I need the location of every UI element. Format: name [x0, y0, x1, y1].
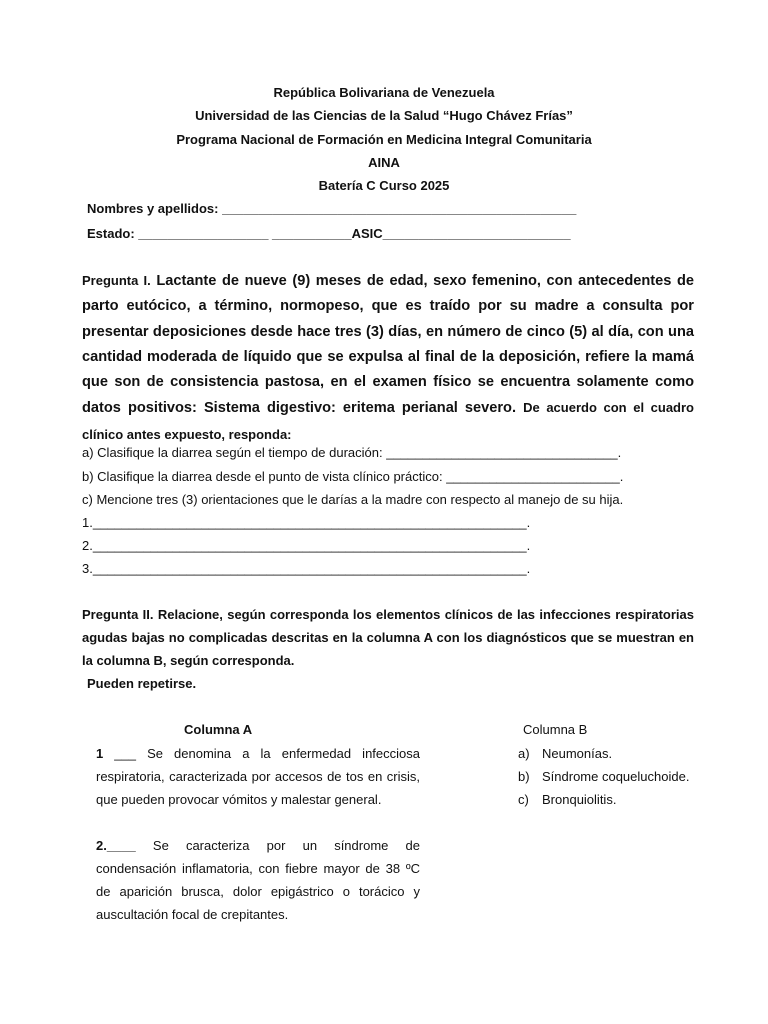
answer-line-3: 3.____________________________________________________________.: [82, 561, 531, 576]
column-b-title: Columna B: [523, 722, 588, 737]
column-a-item-1: [96, 742, 420, 811]
option-text: Síndrome coqueluchoide.: [542, 769, 690, 784]
item-text: Se caracteriza por un síndrome de condensación inflamatoria, con fiebre mayor de 38 ºC de aparición brusca, dolor epigástrico o torácico y auscultación focal de crepitantes.: [96, 838, 420, 922]
question-1b: b) Clasifique la diarrea desde el punto de vista clínico práctico: ________________________.: [82, 469, 624, 484]
question-1a: a) Clasifique la diarrea según el tiempo de duración: ________________________________.: [82, 445, 622, 460]
question-1c: c) Mencione tres (3) orientaciones que le darías a la madre con respecto al manejo de su hija.: [82, 492, 624, 507]
option-letter: b): [518, 769, 530, 784]
question-1-label: Pregunta I.: [82, 273, 151, 288]
option-letter: a): [518, 746, 530, 761]
header-subject: AINA: [368, 155, 400, 170]
answer-line-2: 2.____________________________________________________________.: [82, 538, 531, 553]
question-1-instruction: De acuerdo con el cuadro clínico antes expuesto, responda:: [82, 400, 694, 442]
column-a-title: Columna A: [184, 722, 253, 737]
column-b-option-c: [518, 792, 616, 808]
header-battery: Batería C Curso 2025: [318, 178, 450, 193]
question-2-statement: Pregunta II. Relacione, según corresponda los elementos clínicos de las infecciones respiratorias agudas bajas no complicadas descritas en la columna A con los diagnósticos que se muestran en la columna B, según corresponda.: [82, 607, 694, 668]
answer-line-1: 1.____________________________________________________________.: [82, 515, 531, 530]
names-field: Nombres y apellidos: _________________________________________________: [87, 201, 577, 216]
header-university: Universidad de las Ciencias de la Salud “Hugo Chávez Frías”: [195, 108, 573, 123]
question-1-case: Lactante de nueve (9) meses de edad, sexo femenino, con antecedentes de parto eutócico, a término, normopeso, que es traído por su madre a consulta por presentar deposiciones desde hace tres (3) días, en número de cinco (5) al día, con una cantidad moderada de líquido que se expulsa al final de la deposición, refiere la mamá que son de consistencia pastosa, en el examen físico se encuentra solamente como datos positivos: Sistema digestivo: eritema perianal severo.: [82, 273, 695, 417]
item-number: 1: [96, 746, 104, 761]
item-text: Se denomina a la enfermedad infecciosa respiratoria, caracterizada por accesos de tos en crisis, que pueden provocar vómitos y malestar general.: [96, 746, 420, 807]
question-1-statement: [82, 268, 694, 448]
option-text: Bronquiolitis.: [542, 792, 617, 807]
option-text: Neumonías.: [542, 746, 613, 761]
option-letter: c): [518, 792, 529, 807]
item-number: 2.: [96, 838, 107, 853]
item-blank: ____: [106, 838, 153, 853]
header-program: Programa Nacional de Formación en Medicina Integral Comunitaria: [176, 132, 592, 147]
column-b-option-a: [518, 746, 612, 762]
state-field: Estado: __________________ ___________ASIC__________________________: [87, 226, 571, 241]
column-b-option-b: [518, 769, 689, 785]
item-blank: ___: [103, 746, 148, 761]
header-country: República Bolivariana de Venezuela: [273, 85, 495, 100]
column-a-item-2: [96, 834, 420, 926]
question-2-note: Pueden repetirse.: [87, 676, 197, 691]
